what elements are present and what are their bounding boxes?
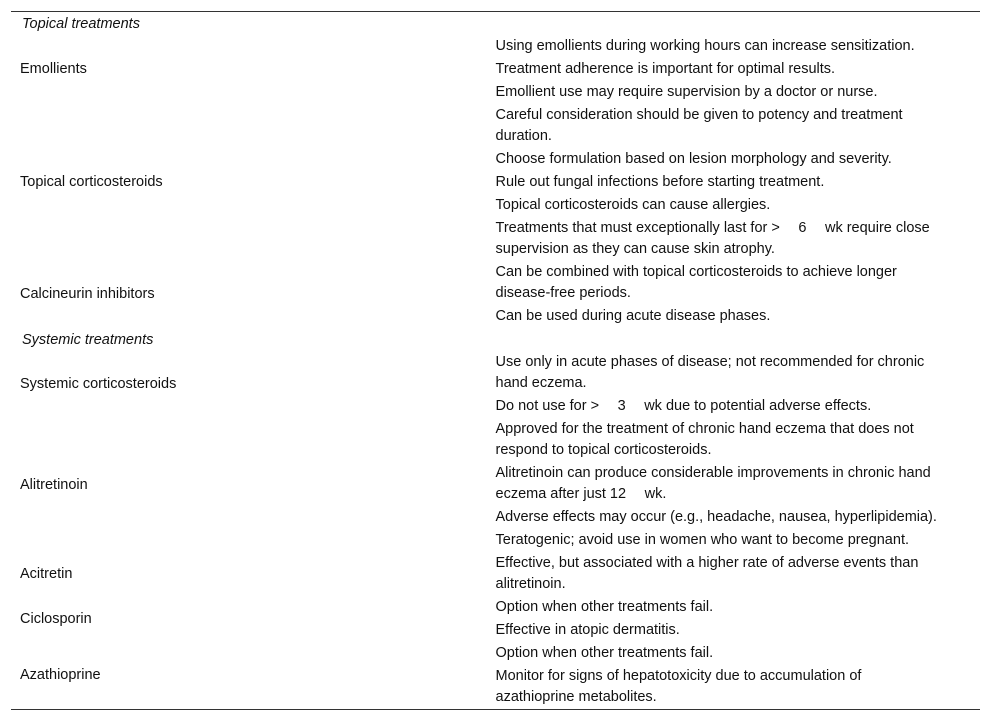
note-line: Option when other treatments fail. [495,599,714,615]
treatment-row [11,351,980,418]
drug-name: Emollients [20,61,87,77]
note-line: Alitretinoin can produce considerable improvements in chronic hand eczema after just 12 wk. [495,465,931,502]
treatment-row [11,261,980,328]
note-line: Emollient use may require supervision by a doctor or nurse. [495,84,878,100]
treatment-row [11,104,980,261]
drug-cell [11,596,496,642]
note-line: Using emollients during working hours can increase sensitization. [495,38,915,54]
note-line: Effective, but associated with a higher rate of adverse events than alitretinoin. [495,555,919,592]
note-line: Topical corticosteroids can cause allergies. [495,197,771,213]
note-line: Can be used during acute disease phases. [495,308,771,324]
notes-cell [496,642,981,709]
note-line: Teratogenic; avoid use in women who want to become pregnant. [495,532,909,548]
treatment-row [11,596,980,642]
note-line: Treatments that must exceptionally last for > 6 wk require close supervision as they can cause skin atrophy. [495,220,930,257]
drug-name: Alitretinoin [20,476,88,493]
note-line: Approved for the treatment of chronic hand eczema that does not respond to topical corticosteroids. [495,421,914,458]
section-header-row [11,12,980,35]
treatment-row [11,418,980,552]
section-title: Topical treatments [22,16,140,32]
drug-cell [11,35,496,104]
notes-cell [496,596,981,642]
drug-name: Calcineurin inhibitors [20,286,155,302]
treatment-table-body [11,12,980,709]
note-line: Rule out fungal infections before starting treatment. [495,174,825,190]
note-line: Treatment adherence is important for optimal results. [495,61,836,77]
section-header-row [11,328,980,351]
drug-cell [11,351,496,418]
drug-name: Azathioprine [20,667,101,683]
drug-name: Systemic corticosteroids [20,376,177,392]
note-line: Effective in atopic dermatitis. [495,622,680,638]
notes-cell [496,261,981,328]
treatment-table [11,12,980,709]
note-line: Adverse effects may occur (e.g., headache, nausea, hyperlipidemia). [495,509,937,525]
treatment-row [11,552,980,596]
notes-cell [496,552,981,596]
notes-cell [496,351,981,418]
note-line: Choose formulation based on lesion morphology and severity. [495,151,892,167]
drug-name: Ciclosporin [20,610,92,627]
drug-cell [11,552,496,596]
note-line: Can be combined with topical corticosteroids to achieve longer disease-free periods. [495,264,897,301]
treatment-table-container [11,11,980,710]
section-title: Systemic treatments [22,332,154,348]
notes-cell [496,104,981,261]
note-line: Do not use for > 3 wk due to potential adverse effects. [495,398,872,414]
drug-name: Acitretin [20,565,73,582]
drug-name: Topical corticosteroids [20,174,163,190]
treatment-row [11,642,980,709]
note-line: Monitor for signs of hepatotoxicity due to accumulation of azathioprine metabolites. [495,668,862,705]
note-line: Use only in acute phases of disease; not recommended for chronic hand eczema. [495,354,925,391]
note-line: Option when other treatments fail. [495,645,714,661]
notes-cell [496,418,981,552]
notes-cell [496,35,981,104]
treatment-row [11,35,980,104]
drug-cell [11,261,496,328]
note-line: Careful consideration should be given to potency and treatment duration. [495,107,903,144]
drug-cell [11,418,496,552]
drug-cell [11,642,496,709]
drug-cell [11,104,496,261]
